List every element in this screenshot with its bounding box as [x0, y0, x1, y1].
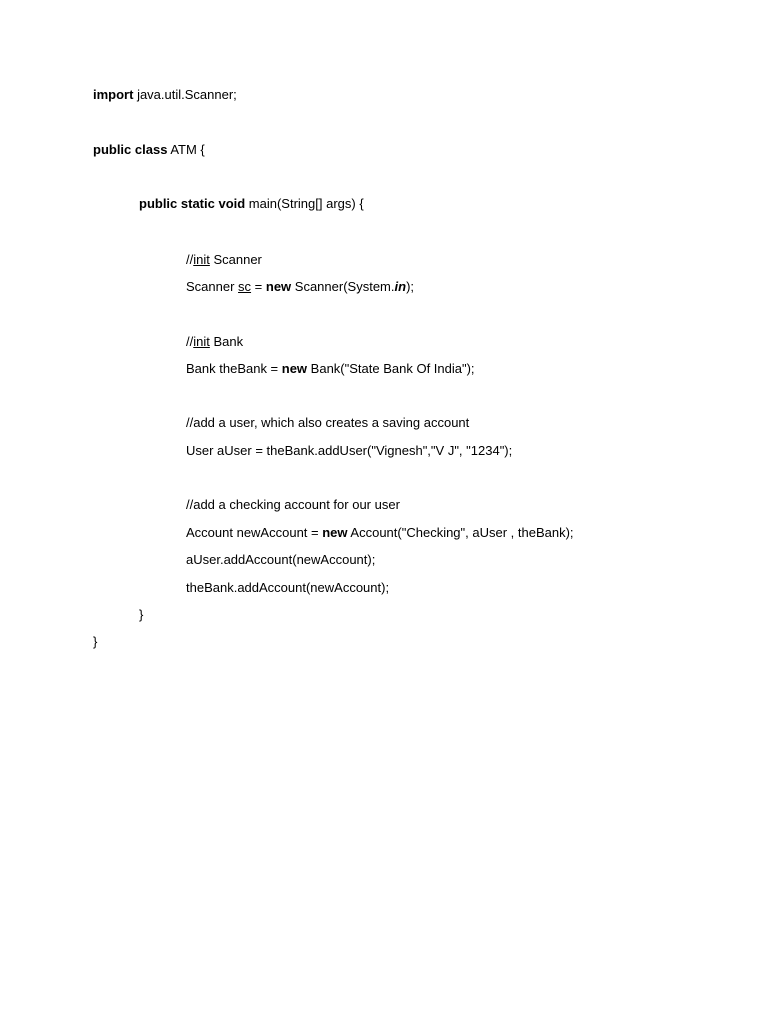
underlined-word: init	[193, 252, 210, 267]
code-text: Account("Checking", aUser , theBank);	[347, 525, 574, 540]
class-closing-brace: }	[93, 634, 98, 649]
class-name: ATM {	[167, 142, 205, 157]
keyword-new: new	[281, 361, 308, 376]
code-text: );	[406, 279, 415, 294]
keyword-new: new	[265, 279, 292, 294]
underlined-variable: sc	[238, 279, 252, 294]
keyword-public-static-void: public static void	[139, 196, 246, 211]
comment-add-user: //add a user, which also creates a saving account	[186, 415, 470, 430]
bank-add-account-line: theBank.addAccount(newAccount);	[186, 580, 390, 595]
bank-init-line	[186, 361, 475, 377]
comment-init-bank	[186, 334, 243, 350]
comment-prefix: //	[186, 334, 194, 349]
comment-init-scanner	[186, 252, 262, 268]
scanner-init-line	[186, 279, 414, 295]
class-declaration-line	[93, 142, 205, 158]
import-line	[93, 87, 237, 103]
keyword-new: new	[322, 525, 348, 540]
underlined-word: init	[193, 334, 210, 349]
main-signature: main(String[] args) {	[245, 196, 364, 211]
comment-add-checking: //add a checking account for our user	[186, 497, 400, 512]
comment-text: Bank	[209, 334, 244, 349]
add-user-line: User aUser = theBank.addUser("Vignesh","V J", "1234");	[186, 443, 513, 458]
keyword-public-class: public class	[93, 142, 168, 157]
code-text: Bank theBank =	[186, 361, 282, 376]
keyword-in: in	[394, 279, 407, 294]
code-text: Bank("State Bank Of India");	[307, 361, 475, 376]
code-text: Scanner	[186, 279, 239, 294]
code-text: Scanner(System.	[291, 279, 395, 294]
code-text: =	[251, 279, 266, 294]
user-add-account-line: aUser.addAccount(newAccount);	[186, 552, 376, 567]
code-text: Account newAccount =	[186, 525, 323, 540]
keyword-import: import	[93, 87, 134, 102]
new-account-line	[186, 525, 574, 541]
main-method-line	[139, 196, 364, 212]
comment-text: Scanner	[209, 252, 262, 267]
import-target: java.util.Scanner;	[133, 87, 237, 102]
comment-prefix: //	[186, 252, 194, 267]
method-closing-brace: }	[139, 607, 144, 622]
